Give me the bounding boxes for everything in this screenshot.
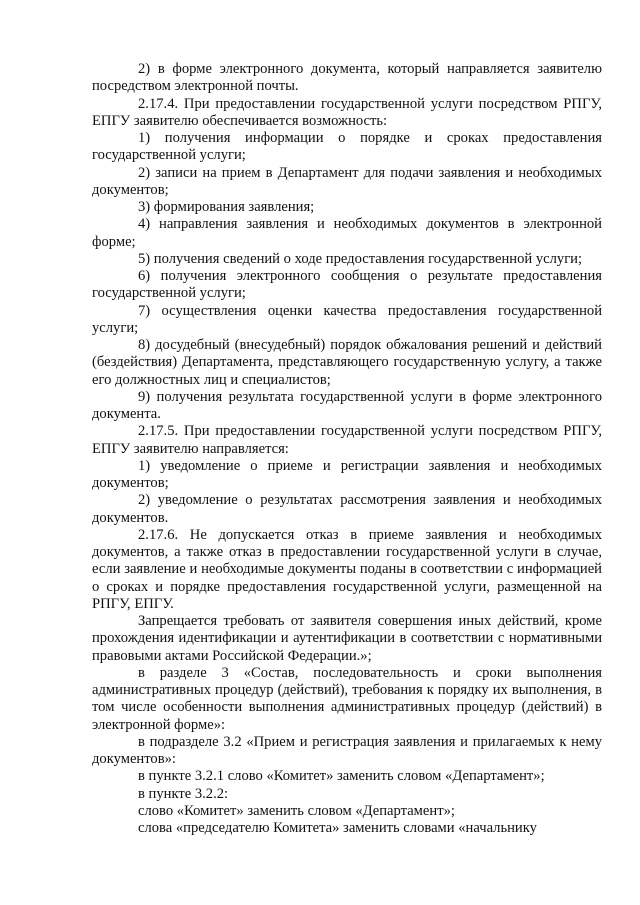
paragraph: 2.17.5. При предоставлении государственной услуги посредством РПГУ, ЕПГУ заявителю направляется: [92, 423, 602, 457]
paragraph: 2.17.4. При предоставлении государственной услуги посредством РПГУ, ЕПГУ заявителю обеспечивается возможность: [92, 95, 602, 129]
paragraph: 5) получения сведений о ходе предоставления государственной услуги; [138, 250, 583, 267]
paragraph: 2) записи на прием в Департамент для подачи заявления и необходимых документов; [92, 164, 602, 198]
paragraph: в пункте 3.2.1 слово «Комитет» заменить словом «Департамент»; [138, 768, 545, 785]
paragraph: в пункте 3.2.2: [138, 785, 229, 802]
paragraph: 2.17.6. Не допускается отказ в приеме заявления и необходимых документов, а также отказ в предоставлении государственной услуги в случае, если заявление и необходимые документы поданы в соответствии с информацией о сроках и порядке предоставления государственной услуги, размещенной на РПГУ, ЕПГУ. [92, 526, 602, 612]
paragraph: в подразделе 3.2 «Прием и регистрация заявления и прилагаемых к нему документов»: [92, 733, 602, 767]
paragraph: 4) направления заявления и необходимых документов в электронной форме; [92, 216, 602, 250]
paragraph: 3) формирования заявления; [138, 199, 315, 215]
paragraph: 1) уведомление о приеме и регистрации заявления и необходимых документов; [92, 457, 602, 491]
document-body [92, 61, 602, 837]
paragraph: 6) получения электронного сообщения о результате предоставления государственной услуги; [92, 268, 602, 302]
paragraph: 2) уведомление о результатах рассмотрения заявления и необходимых документов. [92, 492, 602, 526]
paragraph: слова «председателю Комитета» заменить словами «начальнику [138, 820, 537, 836]
paragraph: 7) осуществления оценки качества предоставления государственной услуги; [92, 302, 602, 336]
paragraph: Запрещается требовать от заявителя совершения иных действий, кроме прохождения идентификации и аутентификации в соответствии с нормативными правовыми актами Российской Федерации.»; [92, 613, 602, 664]
paragraph: 9) получения результата государственной услуги в форме электронного документа. [92, 388, 602, 422]
paragraph: 8) досудебный (внесудебный) порядок обжалования решений и действий (бездействия) Департамента, представляющего государственную услугу, а также его должностных лиц и специалистов; [92, 337, 602, 388]
paragraph: 1) получения информации о порядке и сроках предоставления государственной услуги; [92, 130, 602, 164]
paragraph: слово «Комитет» заменить словом «Департамент»; [138, 802, 455, 819]
paragraph: в разделе 3 «Состав, последовательность и сроки выполнения административных процедур (действий), требования к порядку их выполнения, в том числе особенности выполнения административных процедур (действий) в электронной форме»: [92, 664, 602, 733]
paragraph: 2) в форме электронного документа, который направляется заявителю посредством электронной почты. [92, 61, 602, 95]
